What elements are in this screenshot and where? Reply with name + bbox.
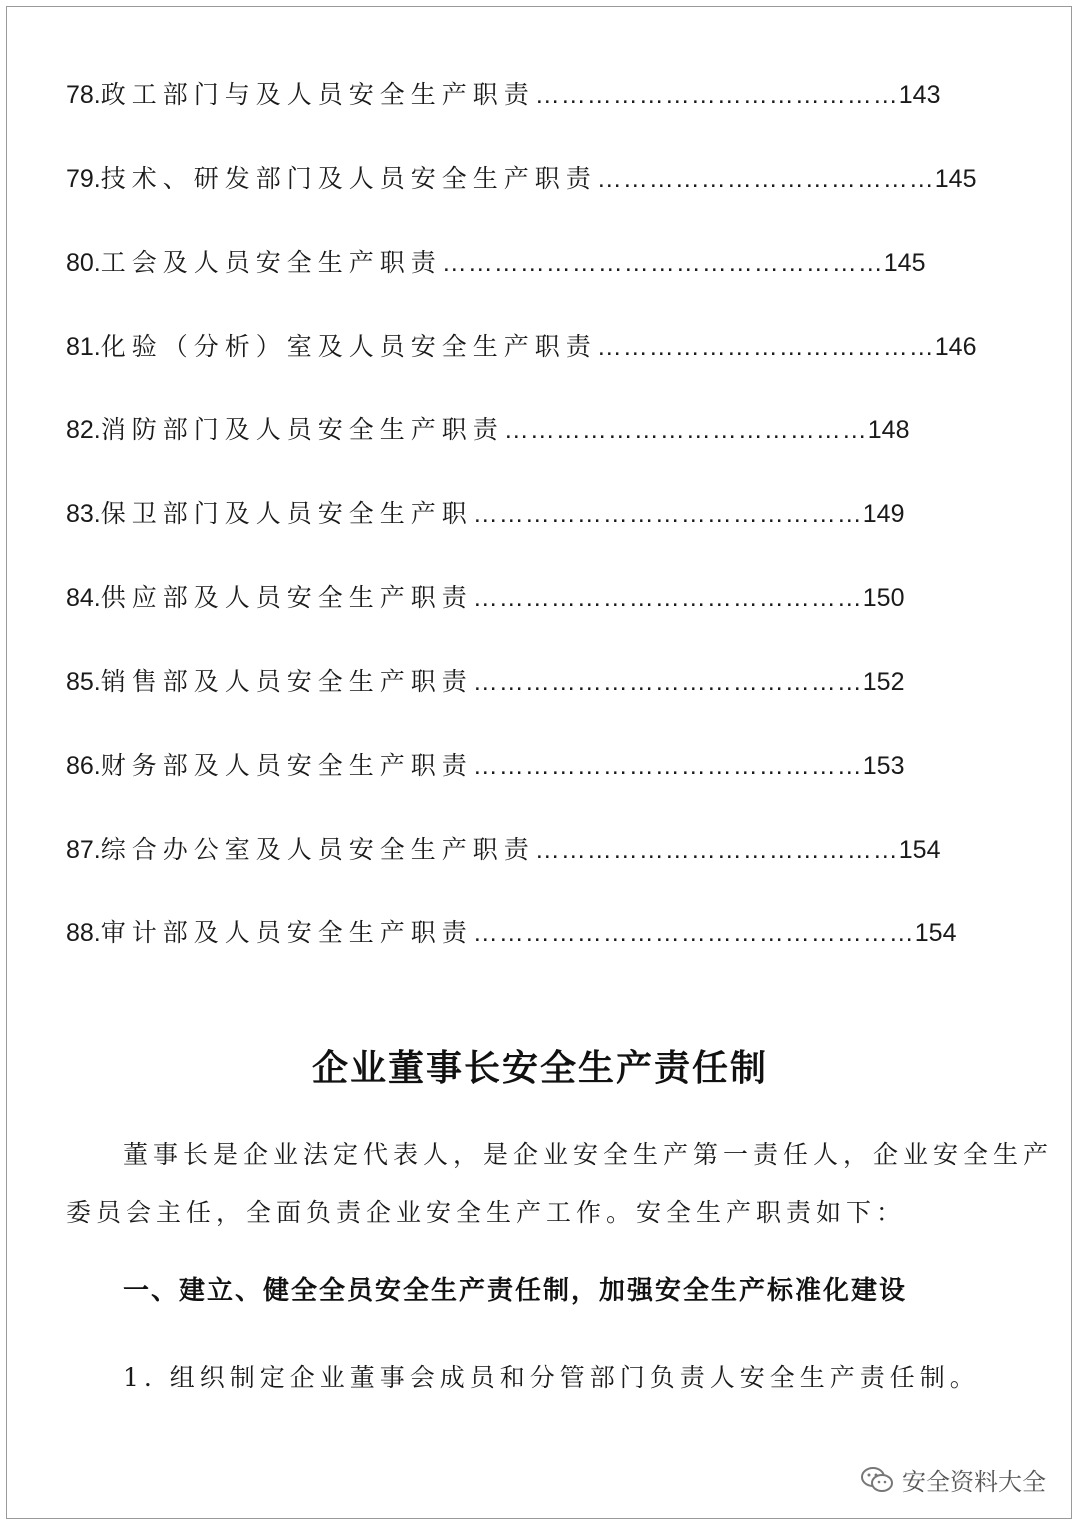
- toc-number: 82.: [66, 416, 101, 444]
- toc-title: 化验（分析）室及人员安全生产职责: [100, 332, 597, 361]
- toc-number: 81.: [66, 333, 101, 361]
- toc-entry: [66, 494, 905, 534]
- toc-entry: [66, 662, 905, 702]
- toc-page-number: 150: [862, 584, 905, 612]
- toc-page-number: 146: [934, 333, 977, 361]
- page-title: 企业董事长安全生产责任制: [311, 1048, 768, 1089]
- intro-paragraph-line-2: 委员会主任，全面负责企业安全生产工作。安全生产职责如下：: [66, 1198, 907, 1227]
- watermark-text: 安全资料大全: [902, 1468, 1046, 1496]
- toc-page-number: 153: [862, 752, 905, 780]
- toc-leader-dots: ………………………………………: [472, 584, 863, 612]
- toc-number: 87.: [66, 836, 101, 864]
- toc-title: 综合办公室及人员安全生产职责: [100, 835, 535, 864]
- wechat-icon: [860, 1466, 894, 1494]
- toc-entry: [66, 913, 957, 953]
- toc-number: 86.: [66, 752, 101, 780]
- toc-page-number: 148: [867, 416, 910, 444]
- toc-page-number: 149: [862, 500, 905, 528]
- toc-entry: [66, 243, 926, 283]
- toc-page-number: 145: [883, 249, 926, 277]
- toc-leader-dots: ………………………………………: [472, 752, 863, 780]
- toc-number: 79.: [66, 165, 101, 193]
- toc-title: 保卫部门及人员安全生产职: [100, 499, 473, 528]
- toc-entry: [66, 327, 977, 367]
- toc-number: 83.: [66, 500, 101, 528]
- toc-entry: [66, 830, 941, 870]
- toc-title: 供应部及人员安全生产职责: [100, 583, 473, 612]
- intro-paragraph-line-1: 董事长是企业法定代表人，是企业安全生产第一责任人，企业安全生产: [123, 1140, 1054, 1169]
- toc-title: 消防部门及人员安全生产职责: [100, 415, 504, 444]
- toc-entry: [66, 159, 977, 199]
- toc-leader-dots: ……………………………………………: [472, 919, 915, 947]
- toc-entry: [66, 578, 905, 618]
- toc-entry: [66, 746, 905, 786]
- toc-leader-dots: ……………………………………: [534, 81, 899, 109]
- toc-title: 销售部及人员安全生产职责: [100, 667, 473, 696]
- toc-leader-dots: ……………………………………: [503, 416, 868, 444]
- toc-number: 80.: [66, 249, 101, 277]
- section-heading: 一、建立、健全全员安全生产责任制，加强安全生产标准化建设: [123, 1276, 908, 1306]
- toc-number: 85.: [66, 668, 101, 696]
- toc-page-number: 154: [914, 919, 957, 947]
- toc-title: 技术、研发部门及人员安全生产职责: [100, 164, 597, 193]
- toc-leader-dots: …………………………………: [596, 165, 935, 193]
- toc-title: 审计部及人员安全生产职责: [100, 918, 473, 947]
- toc-title: 财务部及人员安全生产职责: [100, 751, 473, 780]
- toc-page-number: 152: [862, 668, 905, 696]
- toc-page-number: 145: [934, 165, 977, 193]
- toc-title: 政工部门与及人员安全生产职责: [100, 80, 535, 109]
- toc-page-number: 154: [898, 836, 941, 864]
- toc-number: 78.: [66, 81, 101, 109]
- toc-entry: [66, 410, 910, 450]
- toc-leader-dots: ……………………………………………: [441, 249, 884, 277]
- list-item: 1. 组织制定企业董事会成员和分管部门负责人安全生产责任制。: [123, 1363, 980, 1392]
- watermark: [860, 1462, 1046, 1497]
- toc-number: 84.: [66, 584, 101, 612]
- toc-title: 工会及人员安全生产职责: [100, 248, 442, 277]
- toc-leader-dots: ………………………………………: [472, 500, 863, 528]
- toc-page-number: 143: [898, 81, 941, 109]
- toc-entry: [66, 75, 941, 115]
- toc-leader-dots: ………………………………………: [472, 668, 863, 696]
- toc-number: 88.: [66, 919, 101, 947]
- toc-leader-dots: ……………………………………: [534, 836, 899, 864]
- toc-leader-dots: …………………………………: [596, 333, 935, 361]
